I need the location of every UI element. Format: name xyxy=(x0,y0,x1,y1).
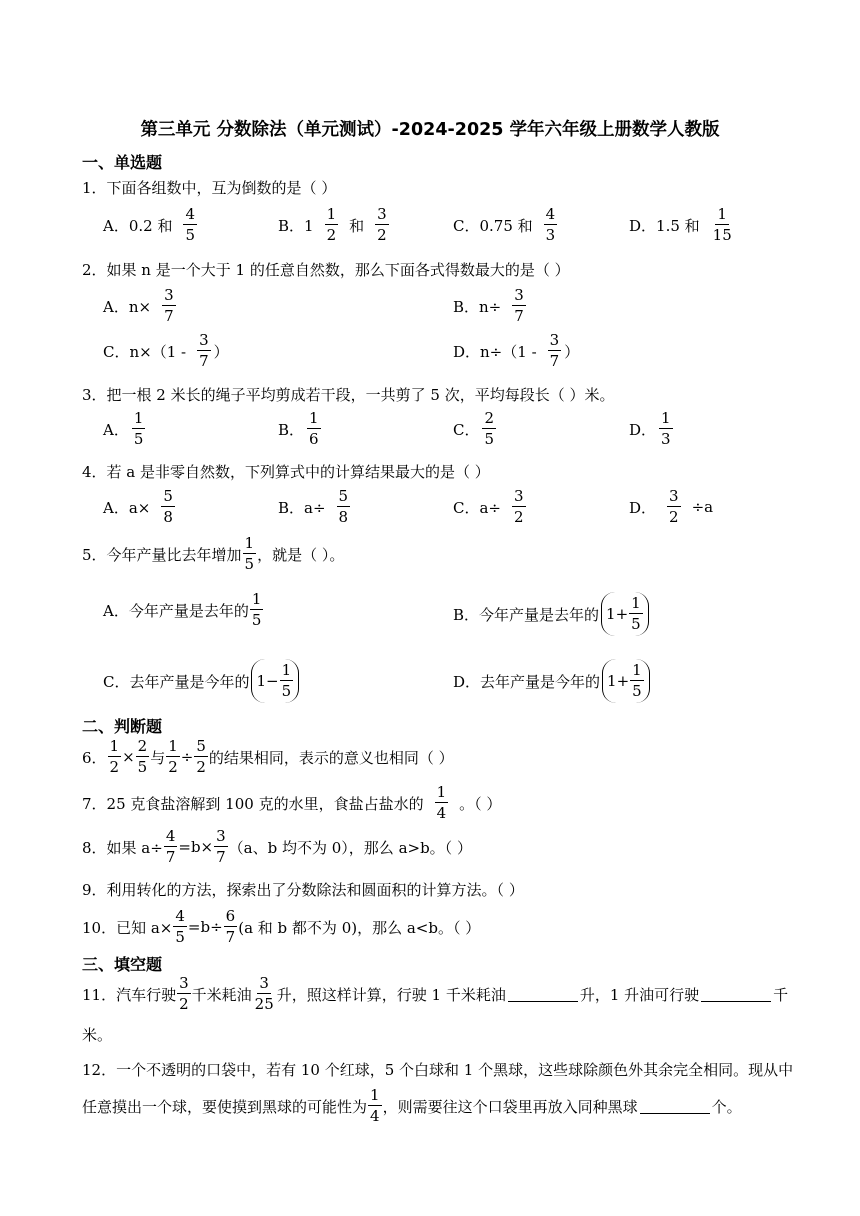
answer-blank[interactable] xyxy=(640,1099,710,1114)
fraction: $\frac{4}{3}$ xyxy=(545,205,556,244)
fraction: $\frac{3}{7}$ xyxy=(549,331,560,370)
option-label: D．去年产量是今年的 xyxy=(453,672,601,691)
and-word: 和 xyxy=(349,216,365,235)
section-heading-true-false: 二、判断题 xyxy=(82,717,163,736)
question-1-option-b[interactable] xyxy=(278,207,392,243)
page-title: 第三单元 分数除法（单元测试）-2024-2025 学年六年级上册数学人教版 xyxy=(140,120,720,140)
fraction: $\frac{1}{4}$ xyxy=(436,783,447,822)
divide-a: ÷a xyxy=(691,498,714,516)
option-label: D．n÷（1 - xyxy=(453,342,537,361)
stem-text: (a 和 b 都不为 0)，那么 a<b。（ ） xyxy=(238,918,481,937)
fraction: $\frac{6}{7}$ xyxy=(225,907,236,946)
question-4-option-a[interactable] xyxy=(103,489,178,525)
fraction: $\frac{1}{5}$ xyxy=(251,590,262,629)
option-label: C．a÷ xyxy=(453,498,501,517)
option-label: C．n×（1 - xyxy=(103,342,187,361)
close-paren: ） xyxy=(564,342,580,361)
section-heading-single-choice: 一、单选题 xyxy=(82,153,163,172)
fraction: $\frac{3}{7}$ xyxy=(216,827,226,866)
fraction: $\frac{1}{5}$ xyxy=(281,661,292,700)
question-1-option-c[interactable] xyxy=(453,207,560,243)
fraction: $\frac{1}{4}$ xyxy=(370,1086,380,1125)
question-12-line-1: 12．一个不透明的口袋中，若有 10 个红球，5 个白球和 1 个黑球，这些球除颜色外其余完全相同。现从中 xyxy=(82,1061,794,1079)
question-2-option-d[interactable] xyxy=(453,333,579,369)
fraction: $\frac{2}{5}$ xyxy=(137,737,148,776)
fraction: $\frac{1}{6}$ xyxy=(309,409,319,448)
option-label: C．0.75 和 xyxy=(453,216,533,235)
option-label: B．今年产量是去年的 xyxy=(453,605,600,624)
close-paren: ） xyxy=(213,342,229,361)
question-5-option-b[interactable] xyxy=(453,592,649,636)
question-2-option-a[interactable] xyxy=(103,288,179,324)
question-10 xyxy=(82,909,480,945)
question-4-stem: 4．若 a 是非零自然数，下列算式中的计算结果最大的是（ ） xyxy=(82,463,490,481)
stem-text: 8．如果 a÷ xyxy=(82,838,163,857)
question-3-stem: 3．把一根 2 米长的绳子平均剪成若干段，一共剪了 5 次，平均每段长（ ）米。 xyxy=(82,386,615,404)
expr-lead: 1+ xyxy=(607,672,630,690)
question-5-option-c[interactable] xyxy=(103,659,299,703)
fraction: $\frac{3}{2}$ xyxy=(377,205,387,244)
fraction: $\frac{2}{5}$ xyxy=(484,409,495,448)
option-label: A． xyxy=(103,420,129,439)
fraction: $\frac{1}{15}$ xyxy=(712,205,732,244)
question-4-option-c[interactable] xyxy=(453,489,529,525)
option-label: A．0.2 和 xyxy=(103,216,173,235)
connector: 与 xyxy=(150,748,166,767)
question-1-stem: 1．下面各组数中，互为倒数的是（ ） xyxy=(82,179,337,197)
stem-text: 10．已知 a× xyxy=(82,918,173,937)
stem-text: =b÷ xyxy=(187,918,223,936)
stem-text: =b× xyxy=(178,838,214,856)
parenthesized-expression xyxy=(602,659,650,703)
option-label: D．1.5 和 xyxy=(629,216,700,235)
section-heading-fill-blank: 三、填空题 xyxy=(82,955,163,974)
stem-text: 千米耗油 xyxy=(191,985,252,1004)
question-5-option-d[interactable] xyxy=(453,659,650,703)
option-label: B．1 xyxy=(278,216,314,235)
question-7 xyxy=(82,785,501,821)
fraction: $\frac{3}{7}$ xyxy=(199,331,209,370)
option-label: D． xyxy=(629,498,657,517)
question-11-line-2: 米。 xyxy=(82,1026,113,1044)
option-label: C． xyxy=(453,420,480,439)
question-3-option-a[interactable] xyxy=(103,411,148,447)
fraction: $\frac{5}{8}$ xyxy=(163,487,173,526)
fraction: $\frac{3}{2}$ xyxy=(514,487,524,526)
fraction: $\frac{5}{8}$ xyxy=(338,487,349,526)
question-2-option-b[interactable] xyxy=(453,288,529,324)
parenthesized-expression xyxy=(601,592,649,636)
fraction: $\frac{3}{2}$ xyxy=(669,487,679,526)
fraction: $\frac{1}{2}$ xyxy=(168,737,178,776)
stem-text: 千 xyxy=(773,985,789,1004)
question-number: 6． xyxy=(82,748,107,767)
expr-lead: 1+ xyxy=(606,605,629,623)
question-3-option-c[interactable] xyxy=(453,411,499,447)
question-12-line-2 xyxy=(82,1088,742,1124)
option-label: A．a× xyxy=(103,498,151,517)
stem-text: ，则需要往这个口袋里再放入同种黑球 xyxy=(382,1097,638,1116)
question-2-option-c[interactable] xyxy=(103,333,229,369)
stem-text: ，就是（ ）。 xyxy=(257,545,345,564)
fraction: $\frac{1}{5}$ xyxy=(631,594,641,633)
fraction: $\frac{4}{7}$ xyxy=(165,827,176,866)
answer-blank[interactable] xyxy=(701,987,771,1002)
fraction: $\frac{3}{7}$ xyxy=(514,286,524,325)
stem-text: 11．汽车行驶 xyxy=(82,985,177,1004)
stem-text: 个。 xyxy=(711,1097,742,1116)
stem-text: 任意摸出一个球，要使摸到黑球的可能性为 xyxy=(82,1097,368,1116)
question-4-option-d[interactable] xyxy=(629,489,713,525)
fraction: $\frac{3}{2}$ xyxy=(179,974,189,1013)
question-8 xyxy=(82,829,472,865)
fraction: $\frac{5}{2}$ xyxy=(196,737,206,776)
fraction: $\frac{1}{5}$ xyxy=(632,661,642,700)
question-1-option-d[interactable] xyxy=(629,207,737,243)
stem-text: 7．25 克食盐溶解到 100 克的水里，食盐占盐水的 xyxy=(82,794,424,813)
question-5-option-a[interactable] xyxy=(103,592,264,628)
question-9: 9．利用转化的方法，探索出了分数除法和圆面积的计算方法。（ ） xyxy=(82,881,524,899)
question-3-option-b[interactable] xyxy=(278,411,324,447)
option-label: B．a÷ xyxy=(278,498,326,517)
expr-lead: 1− xyxy=(256,672,279,690)
fraction: $\frac{3}{7}$ xyxy=(164,286,174,325)
operator: × xyxy=(122,748,135,766)
stem-text: 5．今年产量比去年增加 xyxy=(82,545,242,564)
stem-text: 。（ ） xyxy=(459,794,502,813)
fraction: $\frac{1}{3}$ xyxy=(661,409,671,448)
fraction: $\frac{4}{5}$ xyxy=(175,907,185,946)
fraction: $\frac{3}{25}$ xyxy=(254,974,274,1013)
parenthesized-expression xyxy=(251,659,299,703)
option-label: C．去年产量是今年的 xyxy=(103,672,250,691)
stem-text: 升，照这样计算，行驶 1 千米耗油 xyxy=(276,985,506,1004)
stem-text: 的结果相同，表示的意义也相同（ ） xyxy=(208,748,454,767)
fraction: $\frac{1}{5}$ xyxy=(244,534,255,573)
question-4-option-b[interactable] xyxy=(278,489,353,525)
question-5-stem xyxy=(82,536,344,572)
option-label: A．今年产量是去年的 xyxy=(103,601,249,620)
stem-text: （a、b 均不为 0），那么 a>b。（ ） xyxy=(228,838,472,857)
question-1-option-a[interactable] xyxy=(103,207,200,243)
fraction: $\frac{1}{2}$ xyxy=(109,737,120,776)
option-label: B．n÷ xyxy=(453,297,502,316)
fraction: $\frac{1}{2}$ xyxy=(326,205,337,244)
answer-blank[interactable] xyxy=(508,987,578,1002)
question-6 xyxy=(82,739,454,775)
question-11-line-1 xyxy=(82,976,788,1012)
option-label: D． xyxy=(629,420,657,439)
fraction: $\frac{4}{5}$ xyxy=(185,205,196,244)
fraction: $\frac{1}{5}$ xyxy=(133,409,144,448)
question-2-stem: 2．如果 n 是一个大于 1 的任意自然数，那么下面各式得数最大的是（ ） xyxy=(82,261,570,279)
operator: ÷ xyxy=(180,748,194,766)
option-label: A．n× xyxy=(103,297,152,316)
stem-text: 升，1 升油可行驶 xyxy=(579,985,700,1004)
question-3-option-d[interactable] xyxy=(629,411,676,447)
option-label: B． xyxy=(278,420,305,439)
